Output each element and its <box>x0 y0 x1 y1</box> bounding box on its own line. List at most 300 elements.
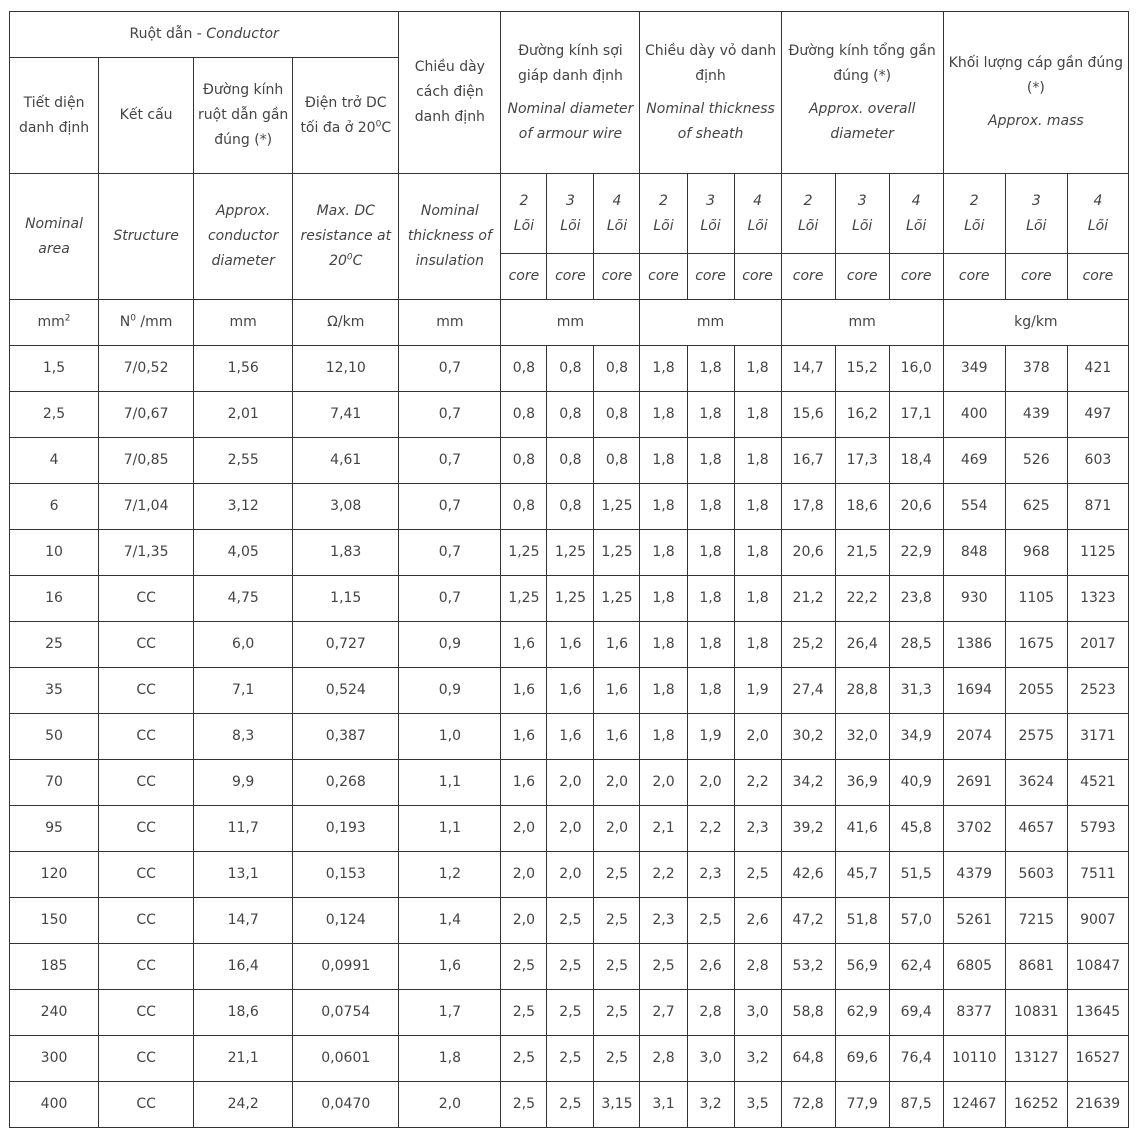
table-cell: 1,1 <box>399 760 501 806</box>
table-cell: 10847 <box>1067 944 1128 990</box>
table-cell: 24,2 <box>194 1082 293 1128</box>
table-cell: 0,9 <box>399 622 501 668</box>
table-cell: 1694 <box>943 668 1005 714</box>
table-cell: 3,1 <box>640 1082 687 1128</box>
table-cell: 0,8 <box>594 438 640 484</box>
table-cell: 1,0 <box>399 714 501 760</box>
core-label-vi: Lõi <box>852 217 873 234</box>
table-cell: 47,2 <box>781 898 835 944</box>
table-cell: 2,3 <box>734 806 781 852</box>
table-cell: 11,7 <box>194 806 293 852</box>
overall-core-2-en: core <box>781 254 835 300</box>
table-cell: 1,83 <box>293 530 399 576</box>
table-cell: 0,387 <box>293 714 399 760</box>
table-cell: 1,8 <box>640 668 687 714</box>
header-row-1 <box>10 12 1129 58</box>
table-cell: 349 <box>943 346 1005 392</box>
table-cell: 1,9 <box>687 714 734 760</box>
table-cell: 1,25 <box>501 530 547 576</box>
table-row <box>10 760 1129 806</box>
table-cell: 18,6 <box>194 990 293 1036</box>
table-cell: 1,8 <box>640 622 687 668</box>
table-cell: 2,5 <box>501 944 547 990</box>
conductor-diameter-header-en: Approx. conductor diameter <box>194 174 293 300</box>
table-cell: 4,61 <box>293 438 399 484</box>
table-cell: 2,5 <box>594 990 640 1036</box>
table-row <box>10 576 1129 622</box>
table-row <box>10 944 1129 990</box>
core-count: 2 <box>969 192 979 209</box>
table-cell: 7/1,35 <box>99 530 194 576</box>
table-cell: 1,8 <box>687 668 734 714</box>
table-cell: 2,5 <box>594 852 640 898</box>
overall-core-4-label <box>889 174 943 254</box>
nominal-area-header-vi: Tiết diện danh định <box>10 58 99 174</box>
table-cell: 2,2 <box>734 760 781 806</box>
table-cell: 41,6 <box>835 806 889 852</box>
table-cell: 400 <box>10 1082 99 1128</box>
table-cell: CC <box>99 668 194 714</box>
table-cell: 50 <box>10 714 99 760</box>
table-cell: 0,8 <box>547 438 594 484</box>
table-cell: 2523 <box>1067 668 1128 714</box>
table-cell: 2,5 <box>547 1036 594 1082</box>
table-cell: 2,0 <box>640 760 687 806</box>
table-cell: 120 <box>10 852 99 898</box>
table-cell: 1,8 <box>687 392 734 438</box>
unit-diameter: mm <box>194 300 293 346</box>
armour-core-3-label <box>547 174 594 254</box>
table-cell: 1,4 <box>399 898 501 944</box>
unit-armour: mm <box>501 300 640 346</box>
table-cell: 0,193 <box>293 806 399 852</box>
table-cell: 0,8 <box>501 346 547 392</box>
table-cell: 1,8 <box>687 622 734 668</box>
table-cell: 16 <box>10 576 99 622</box>
table-cell: 30,2 <box>781 714 835 760</box>
table-cell: 2,01 <box>194 392 293 438</box>
table-cell: 8,3 <box>194 714 293 760</box>
sheath-core-4-label <box>734 174 781 254</box>
table-cell: 2,0 <box>594 806 640 852</box>
unit-overall: mm <box>781 300 943 346</box>
table-row <box>10 806 1129 852</box>
table-cell: 1675 <box>1005 622 1067 668</box>
conductor-header-vi: Ruột dẫn - <box>129 26 207 42</box>
table-cell: 1,8 <box>640 392 687 438</box>
table-cell: 9,9 <box>194 760 293 806</box>
table-cell: 0,0470 <box>293 1082 399 1128</box>
table-cell: 2,5 <box>640 944 687 990</box>
table-cell: 5603 <box>1005 852 1067 898</box>
core-count: 2 <box>803 192 813 209</box>
table-cell: 40,9 <box>889 760 943 806</box>
overall-core-2-label <box>781 174 835 254</box>
table-cell: 3,0 <box>687 1036 734 1082</box>
table-cell: 7/0,52 <box>99 346 194 392</box>
table-cell: 2055 <box>1005 668 1067 714</box>
table-cell: 22,9 <box>889 530 943 576</box>
table-cell: CC <box>99 622 194 668</box>
table-cell: 1,6 <box>501 714 547 760</box>
mass-header-en: Approx. mass <box>988 113 1084 129</box>
table-cell: 0,0601 <box>293 1036 399 1082</box>
table-cell: 4379 <box>943 852 1005 898</box>
core-count: 2 <box>659 192 668 209</box>
table-cell: 1,25 <box>501 576 547 622</box>
table-cell: 32,0 <box>835 714 889 760</box>
table-cell: 1,15 <box>293 576 399 622</box>
table-cell: 62,9 <box>835 990 889 1036</box>
core-count: 3 <box>857 192 867 209</box>
table-cell: 0,9 <box>399 668 501 714</box>
mass-core-3-en: core <box>1005 254 1067 300</box>
table-row <box>10 484 1129 530</box>
table-cell: 2,5 <box>547 1082 594 1128</box>
armour-core-2-en: core <box>501 254 547 300</box>
table-cell: 1,8 <box>640 714 687 760</box>
table-cell: 6,0 <box>194 622 293 668</box>
table-row <box>10 346 1129 392</box>
table-cell: 1,25 <box>547 530 594 576</box>
table-cell: 4,75 <box>194 576 293 622</box>
table-cell: 9007 <box>1067 898 1128 944</box>
table-cell: 400 <box>943 392 1005 438</box>
sheath-core-3-label <box>687 174 734 254</box>
table-cell: 2,0 <box>501 852 547 898</box>
table-cell: 2,5 <box>501 1082 547 1128</box>
table-cell: 69,6 <box>835 1036 889 1082</box>
table-cell: 1,8 <box>687 438 734 484</box>
table-cell: 1,8 <box>687 576 734 622</box>
armour-core-3-en: core <box>547 254 594 300</box>
table-cell: 0,8 <box>501 392 547 438</box>
core-count: 2 <box>519 192 529 209</box>
sheath-header-cell <box>640 12 781 174</box>
table-cell: 16,0 <box>889 346 943 392</box>
table-cell: 2,0 <box>687 760 734 806</box>
table-row <box>10 1082 1129 1128</box>
table-cell: 1,8 <box>734 346 781 392</box>
table-cell: 0,8 <box>547 484 594 530</box>
table-cell: 76,4 <box>889 1036 943 1082</box>
table-cell: 603 <box>1067 438 1128 484</box>
table-cell: 2,7 <box>640 990 687 1036</box>
table-cell: 2,5 <box>594 944 640 990</box>
table-cell: 23,8 <box>889 576 943 622</box>
table-cell: 34,2 <box>781 760 835 806</box>
dc-resistance-header-vi: Điện trở DC tối đa ở 20 <box>300 94 387 136</box>
table-cell: 28,5 <box>889 622 943 668</box>
table-cell: 5261 <box>943 898 1005 944</box>
table-cell: CC <box>99 898 194 944</box>
unit-structure: N <box>119 314 131 330</box>
table-cell: 45,7 <box>835 852 889 898</box>
table-cell: 17,8 <box>781 484 835 530</box>
armour-header-cell <box>501 12 640 174</box>
nominal-area-header-en: Nominal area <box>10 174 99 300</box>
table-cell: 0,7 <box>399 392 501 438</box>
table-cell: 3,5 <box>734 1082 781 1128</box>
table-cell: 0,0754 <box>293 990 399 1036</box>
table-cell: 0,524 <box>293 668 399 714</box>
table-cell: CC <box>99 852 194 898</box>
table-cell: 6805 <box>943 944 1005 990</box>
table-cell: 1,8 <box>734 530 781 576</box>
table-row <box>10 852 1129 898</box>
table-cell: 57,0 <box>889 898 943 944</box>
conductor-diameter-header-vi: Đường kính ruột dẫn gần đúng (*) <box>194 58 293 174</box>
table-cell: 2,1 <box>640 806 687 852</box>
table-cell: 2,5 <box>594 1036 640 1082</box>
mass-header-cell <box>943 12 1128 174</box>
table-row <box>10 438 1129 484</box>
celsius-label: C <box>381 119 392 136</box>
table-cell: CC <box>99 806 194 852</box>
table-cell: 6 <box>10 484 99 530</box>
table-cell: 2,0 <box>594 760 640 806</box>
table-cell: 1,8 <box>640 346 687 392</box>
table-cell: 1,6 <box>594 668 640 714</box>
table-cell: 0,8 <box>501 484 547 530</box>
structure-header-vi: Kết cấu <box>99 58 194 174</box>
sheath-core-2-en: core <box>640 254 687 300</box>
table-cell: 72,8 <box>781 1082 835 1128</box>
table-cell: 20,6 <box>889 484 943 530</box>
table-cell: 2,0 <box>501 898 547 944</box>
conductor-header-en: Conductor <box>206 26 279 42</box>
unit-resistance: Ω/km <box>293 300 399 346</box>
table-row <box>10 990 1129 1036</box>
sheath-core-3-en: core <box>687 254 734 300</box>
table-cell: 930 <box>943 576 1005 622</box>
table-cell: 4,05 <box>194 530 293 576</box>
table-cell: 1,9 <box>734 668 781 714</box>
core-count: 3 <box>706 192 715 209</box>
table-cell: 21,2 <box>781 576 835 622</box>
table-cell: 1,8 <box>734 576 781 622</box>
table-cell: 2074 <box>943 714 1005 760</box>
table-cell: 10 <box>10 530 99 576</box>
table-cell: 1,8 <box>687 346 734 392</box>
table-cell: 421 <box>1067 346 1128 392</box>
table-cell: 0,153 <box>293 852 399 898</box>
core-label-vi: Lõi <box>1026 217 1047 234</box>
table-cell: 17,3 <box>835 438 889 484</box>
table-cell: 34,9 <box>889 714 943 760</box>
table-cell: 1323 <box>1067 576 1128 622</box>
core-label-vi: Lõi <box>1087 217 1109 234</box>
overall-header-cell <box>781 12 943 174</box>
header-row-3 <box>10 174 1129 254</box>
table-cell: 1,8 <box>734 438 781 484</box>
table-cell: 2,0 <box>734 714 781 760</box>
table-cell: 14,7 <box>781 346 835 392</box>
table-cell: 1,6 <box>399 944 501 990</box>
table-cell: 16527 <box>1067 1036 1128 1082</box>
table-cell: 16,7 <box>781 438 835 484</box>
table-cell: 7,1 <box>194 668 293 714</box>
conductor-group-header <box>10 12 399 58</box>
table-cell: 1,25 <box>594 530 640 576</box>
table-cell: 10110 <box>943 1036 1005 1082</box>
table-cell: 16,4 <box>194 944 293 990</box>
mass-core-4-en: core <box>1067 254 1128 300</box>
overall-core-4-en: core <box>889 254 943 300</box>
core-count: 3 <box>565 192 575 209</box>
table-cell: 31,3 <box>889 668 943 714</box>
table-cell: 1,25 <box>594 576 640 622</box>
table-cell: 21,5 <box>835 530 889 576</box>
mass-core-2-label <box>943 174 1005 254</box>
overall-core-3-label <box>835 174 889 254</box>
table-cell: CC <box>99 990 194 1036</box>
core-label-vi: Lõi <box>513 217 535 234</box>
unit-area: mm <box>37 314 65 330</box>
table-cell: 526 <box>1005 438 1067 484</box>
table-cell: 87,5 <box>889 1082 943 1128</box>
table-cell: 0,268 <box>293 760 399 806</box>
core-label-vi: Lõi <box>906 217 927 234</box>
table-cell: 2,8 <box>687 990 734 1036</box>
table-cell: 3702 <box>943 806 1005 852</box>
table-cell: CC <box>99 760 194 806</box>
sheath-core-4-en: core <box>734 254 781 300</box>
table-cell: 3,2 <box>687 1082 734 1128</box>
table-cell: 150 <box>10 898 99 944</box>
table-cell: 45,8 <box>889 806 943 852</box>
table-cell: CC <box>99 714 194 760</box>
table-cell: 3,15 <box>594 1082 640 1128</box>
dc-resistance-header-vi-cell <box>293 58 399 174</box>
table-cell: 0,7 <box>399 438 501 484</box>
table-cell: 18,6 <box>835 484 889 530</box>
table-cell: 1,8 <box>687 484 734 530</box>
table-cell: 2,3 <box>687 852 734 898</box>
core-label-vi: Lõi <box>560 217 581 234</box>
table-cell: 25 <box>10 622 99 668</box>
table-cell: 21,1 <box>194 1036 293 1082</box>
table-cell: 2,5 <box>734 852 781 898</box>
table-cell: 1,6 <box>594 622 640 668</box>
table-cell: 51,8 <box>835 898 889 944</box>
table-cell: 2,5 <box>594 898 640 944</box>
core-label-vi: Lõi <box>700 217 721 234</box>
table-cell: 0,7 <box>399 484 501 530</box>
table-cell: 2,2 <box>640 852 687 898</box>
table-cell: 1,56 <box>194 346 293 392</box>
table-cell: 77,9 <box>835 1082 889 1128</box>
unit-structure-rest: /mm <box>135 314 173 330</box>
table-cell: 0,124 <box>293 898 399 944</box>
cable-spec-table <box>9 11 1129 1128</box>
table-cell: CC <box>99 576 194 622</box>
table-cell: 1,6 <box>547 714 594 760</box>
table-cell: 1,8 <box>734 484 781 530</box>
table-cell: 1,8 <box>640 484 687 530</box>
table-cell: 3,12 <box>194 484 293 530</box>
table-cell: 1,8 <box>640 530 687 576</box>
table-cell: 2,0 <box>547 760 594 806</box>
table-cell: 2,8 <box>734 944 781 990</box>
insulation-header-en: Nominal thickness of insulation <box>399 174 501 300</box>
table-cell: 469 <box>943 438 1005 484</box>
table-cell: 42,6 <box>781 852 835 898</box>
table-cell: 51,5 <box>889 852 943 898</box>
table-cell: 7,41 <box>293 392 399 438</box>
table-cell: 1,8 <box>734 392 781 438</box>
table-cell: 2017 <box>1067 622 1128 668</box>
table-cell: 15,2 <box>835 346 889 392</box>
table-cell: 16252 <box>1005 1082 1067 1128</box>
table-cell: 56,9 <box>835 944 889 990</box>
core-count: 3 <box>1031 192 1041 209</box>
table-cell: 8377 <box>943 990 1005 1036</box>
table-cell: 554 <box>943 484 1005 530</box>
table-cell: 871 <box>1067 484 1128 530</box>
table-cell: 3624 <box>1005 760 1067 806</box>
table-cell: 378 <box>1005 346 1067 392</box>
sheath-header-en: Nominal thickness of sheath <box>646 100 775 142</box>
insulation-header-vi: Chiều dày cách điện danh định <box>414 59 485 125</box>
table-cell: 968 <box>1005 530 1067 576</box>
table-cell: 1,8 <box>399 1036 501 1082</box>
unit-structure-sup: 0 <box>130 313 136 324</box>
sheath-header-vi: Chiều dày vỏ danh định <box>644 42 777 84</box>
table-cell: 1,8 <box>734 622 781 668</box>
table-cell: 2,3 <box>640 898 687 944</box>
core-label-vi: Lõi <box>797 217 819 234</box>
table-cell: 2,5 <box>687 898 734 944</box>
table-cell: 7/0,85 <box>99 438 194 484</box>
table-cell: 0,0991 <box>293 944 399 990</box>
mass-core-4-label <box>1067 174 1128 254</box>
mass-core-2-en: core <box>943 254 1005 300</box>
table-cell: 1,25 <box>547 576 594 622</box>
table-cell: 2,6 <box>687 944 734 990</box>
table-cell: 0,8 <box>547 392 594 438</box>
unit-area-cell <box>10 300 99 346</box>
degree-sup: 0 <box>375 118 382 129</box>
sheath-core-2-label <box>640 174 687 254</box>
table-cell: 4 <box>10 438 99 484</box>
table-cell: 10831 <box>1005 990 1067 1036</box>
table-cell: 2,6 <box>734 898 781 944</box>
table-cell: 1125 <box>1067 530 1128 576</box>
table-cell: 1,6 <box>501 760 547 806</box>
table-cell: 69,4 <box>889 990 943 1036</box>
overall-core-3-en: core <box>835 254 889 300</box>
table-cell: 240 <box>10 990 99 1036</box>
mass-header-vi: Khối lượng cáp gần đúng (*) <box>948 55 1124 96</box>
core-count: 4 <box>612 192 622 209</box>
table-cell: 62,4 <box>889 944 943 990</box>
table-cell: 300 <box>10 1036 99 1082</box>
units-row <box>10 300 1129 346</box>
table-cell: 12467 <box>943 1082 1005 1128</box>
table-cell: 1,6 <box>547 668 594 714</box>
core-count: 4 <box>753 192 763 209</box>
overall-header-vi: Đường kính tổng gần đúng (*) <box>788 42 936 84</box>
table-cell: 1,6 <box>594 714 640 760</box>
table-cell: 0,727 <box>293 622 399 668</box>
table-row <box>10 392 1129 438</box>
table-cell: 2,0 <box>547 852 594 898</box>
core-label-vi: Lõi <box>606 217 628 234</box>
table-cell: 3,0 <box>734 990 781 1036</box>
table-cell: 439 <box>1005 392 1067 438</box>
structure-header-en: Structure <box>99 174 194 300</box>
